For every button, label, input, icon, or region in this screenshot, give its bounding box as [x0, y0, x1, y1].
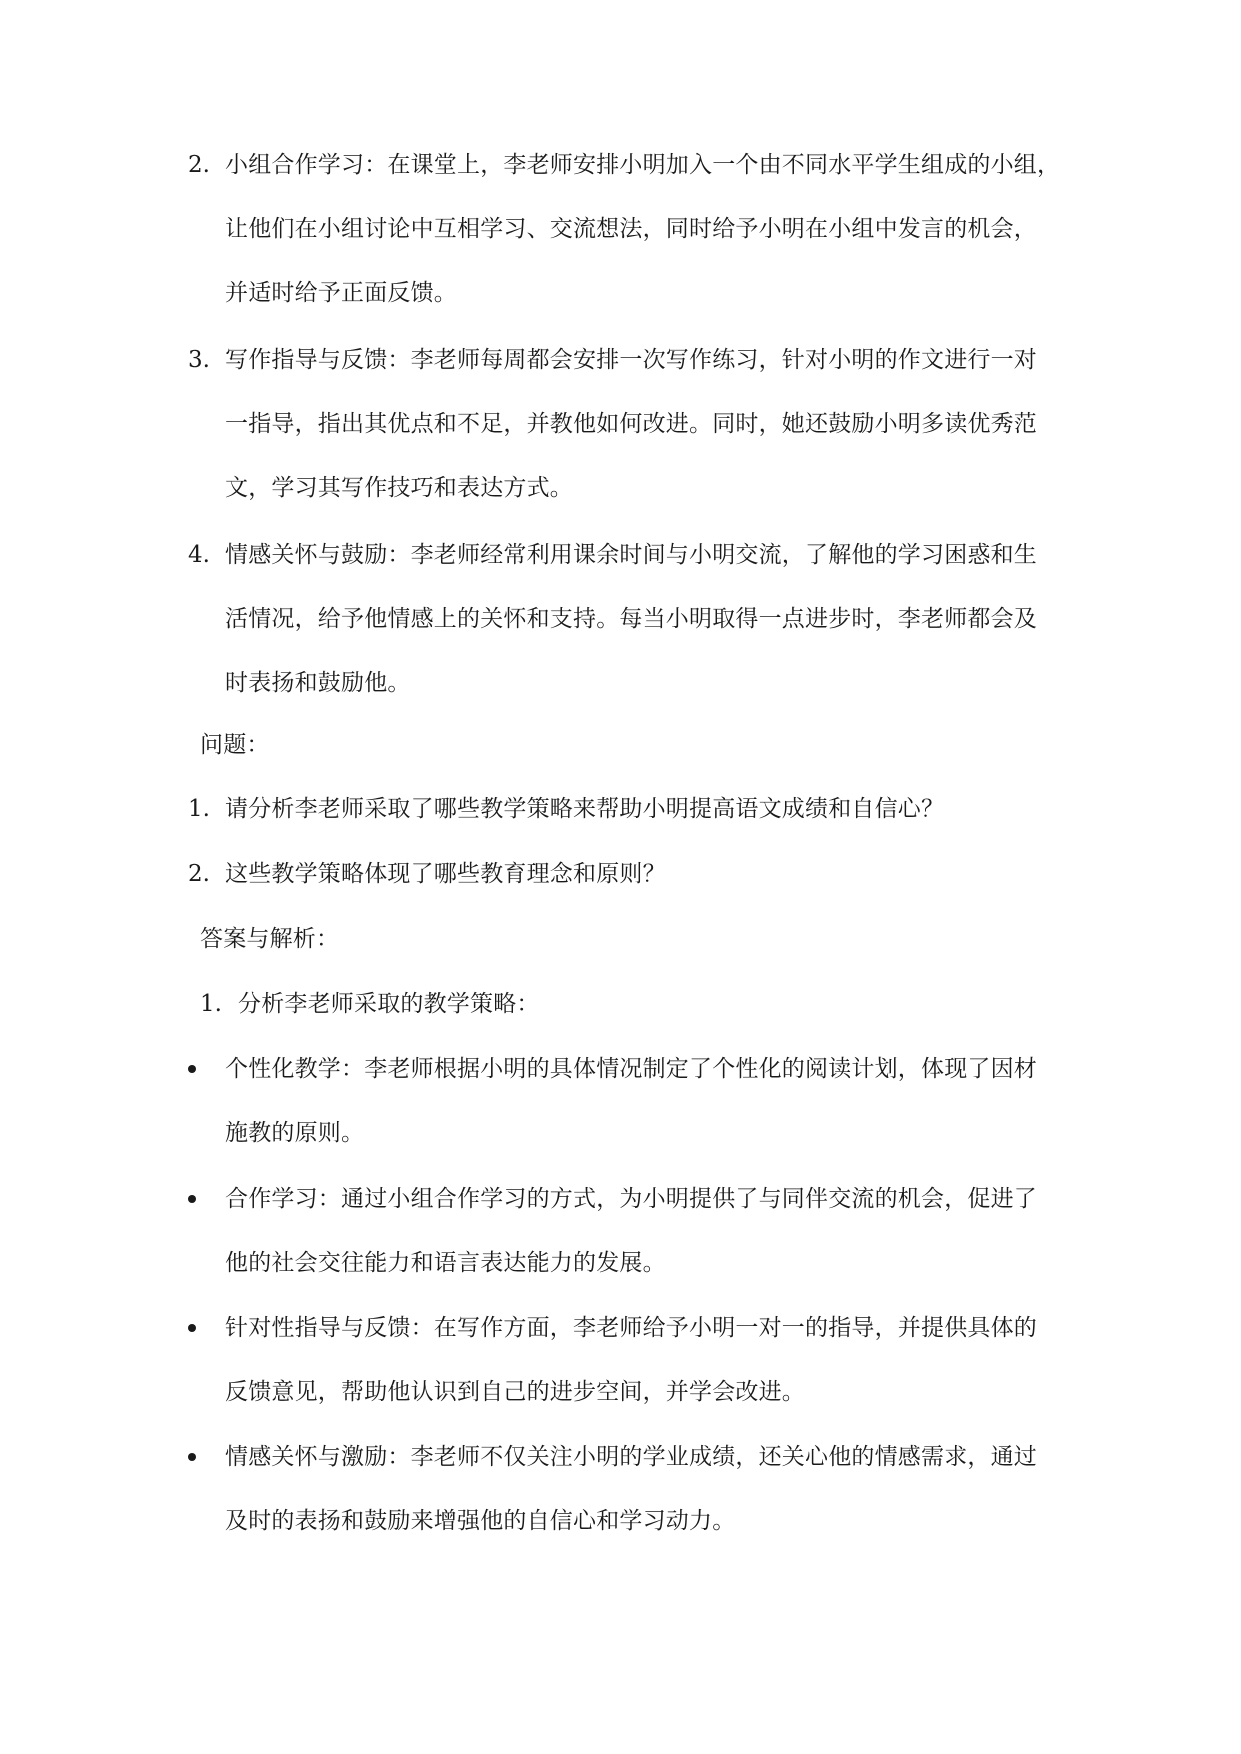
item-number: 4. [188, 542, 210, 568]
answer-number: 1. [200, 991, 222, 1017]
bullet-dot [188, 1195, 196, 1203]
question-text: 请分析李老师采取了哪些教学策略来帮助小明提高语文成绩和自信心？ [225, 796, 945, 822]
bullet-line: 他的社会交往能力和语言表达能力的发展。 [225, 1250, 666, 1276]
item-line: 活情况，给予他情感上的关怀和支持。每当小明取得一点进步时，李老师都会及 [225, 606, 1037, 632]
item-line: 文，学习其写作技巧和表达方式。 [225, 475, 573, 501]
answers-heading: 答案与解析： [200, 926, 340, 952]
item-line: 情感关怀与鼓励：李老师经常利用课余时间与小明交流，了解他的学习困惑和生 [225, 542, 1037, 568]
item-line: 让他们在小组讨论中互相学习、交流想法，同时给予小明在小组中发言的机会， [225, 216, 1037, 242]
question-number: 2. [188, 861, 210, 887]
bullet-dot [188, 1324, 196, 1332]
bullet-line: 施教的原则。 [225, 1120, 365, 1146]
bullet-line: 合作学习：通过小组合作学习的方式，为小明提供了与同伴交流的机会，促进了 [225, 1186, 1037, 1212]
question-text: 这些教学策略体现了哪些教育理念和原则？ [225, 861, 666, 887]
bullet-line: 反馈意见，帮助他认识到自己的进步空间，并学会改进。 [225, 1379, 805, 1405]
bullet-dot [188, 1065, 196, 1073]
item-line: 一指导，指出其优点和不足，并教他如何改进。同时，她还鼓励小明多读优秀范 [225, 411, 1037, 437]
item-number: 2. [188, 152, 210, 178]
questions-heading: 问题： [200, 732, 270, 758]
bullet-line: 针对性指导与反馈：在写作方面，李老师给予小明一对一的指导，并提供具体的 [225, 1315, 1037, 1341]
bullet-line: 及时的表扬和鼓励来增强他的自信心和学习动力。 [225, 1508, 736, 1534]
answer-sub-text: 分析李老师采取的教学策略： [238, 991, 540, 1017]
bullet-line: 个性化教学：李老师根据小明的具体情况制定了个性化的阅读计划，体现了因材 [225, 1056, 1037, 1082]
question-number: 1. [188, 796, 210, 822]
item-line: 时表扬和鼓励他。 [225, 670, 411, 696]
bullet-dot [188, 1453, 196, 1461]
bullet-line: 情感关怀与激励：李老师不仅关注小明的学业成绩，还关心他的情感需求，通过 [225, 1444, 1037, 1470]
item-line: 写作指导与反馈：李老师每周都会安排一次写作练习，针对小明的作文进行一对 [225, 347, 1037, 373]
item-number: 3. [188, 347, 210, 373]
item-line: 并适时给予正面反馈。 [225, 280, 457, 306]
item-line: 小组合作学习：在课堂上，李老师安排小明加入一个由不同水平学生组成的小组， [225, 152, 1061, 178]
